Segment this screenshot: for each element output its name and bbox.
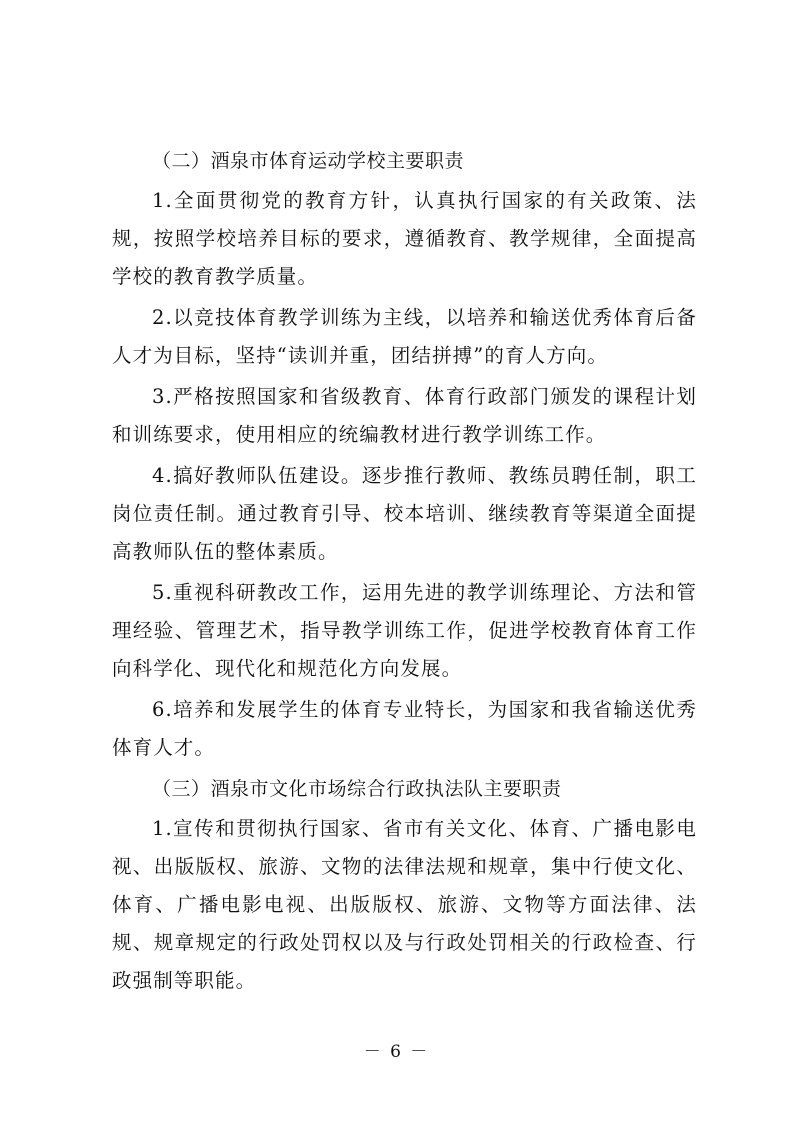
section-heading: （三）酒泉市文化市场综合行政执法队主要职责 (152, 778, 562, 800)
section-sports-school (112, 142, 697, 767)
duty-item-1: 1.宣传和贯彻执行国家、省市有关文化、体育、广播电影电视、出版版权、旅游、文物的法律法规和规章，集中行使文化、体育、广播电影电视、出版版权、旅游、文物等方面法律、法规、规章规定的行政处罚权以及与行政处罚相关的行政检查、行政强制等职能。 (112, 817, 697, 992)
duty-item-5: 5.重视科研教改工作，运用先进的教学训练理论、方法和管理经验、管理艺术，指导教学训练工作，促进学校教育体育工作向科学化、现代化和规范化方向发展。 (112, 581, 697, 680)
duty-item-6: 6.培养和发展学生的体育专业特长，为国家和我省输送优秀体育人才。 (112, 698, 697, 759)
page-number: － 6 － (363, 1042, 430, 1062)
duty-item-1: 1.全面贯彻党的教育方针，认真执行国家的有关政策、法规，按照学校培养目标的要求，遵循教育、教学规律，全面提高学校的教育教学质量。 (112, 189, 697, 288)
duty-item-2: 2.以竞技体育教学训练为主线，以培养和输送优秀体育后备人才为目标，坚持“读训并重，团结拼搏”的育人方向。 (112, 306, 697, 367)
duty-item-4: 4.搞好教师队伍建设。逐步推行教师、教练员聘任制，职工岗位责任制。通过教育引导、校本培训、继续教育等渠道全面提高教师队伍的整体素质。 (112, 464, 697, 563)
section-heading: （二）酒泉市体育运动学校主要职责 (152, 150, 465, 172)
document-body (112, 142, 697, 1003)
duty-item-3: 3.严格按照国家和省级教育、体育行政部门颁发的课程计划和训练要求，使用相应的统编教材进行教学训练工作。 (112, 385, 697, 446)
section-law-enforcement (112, 770, 697, 1000)
